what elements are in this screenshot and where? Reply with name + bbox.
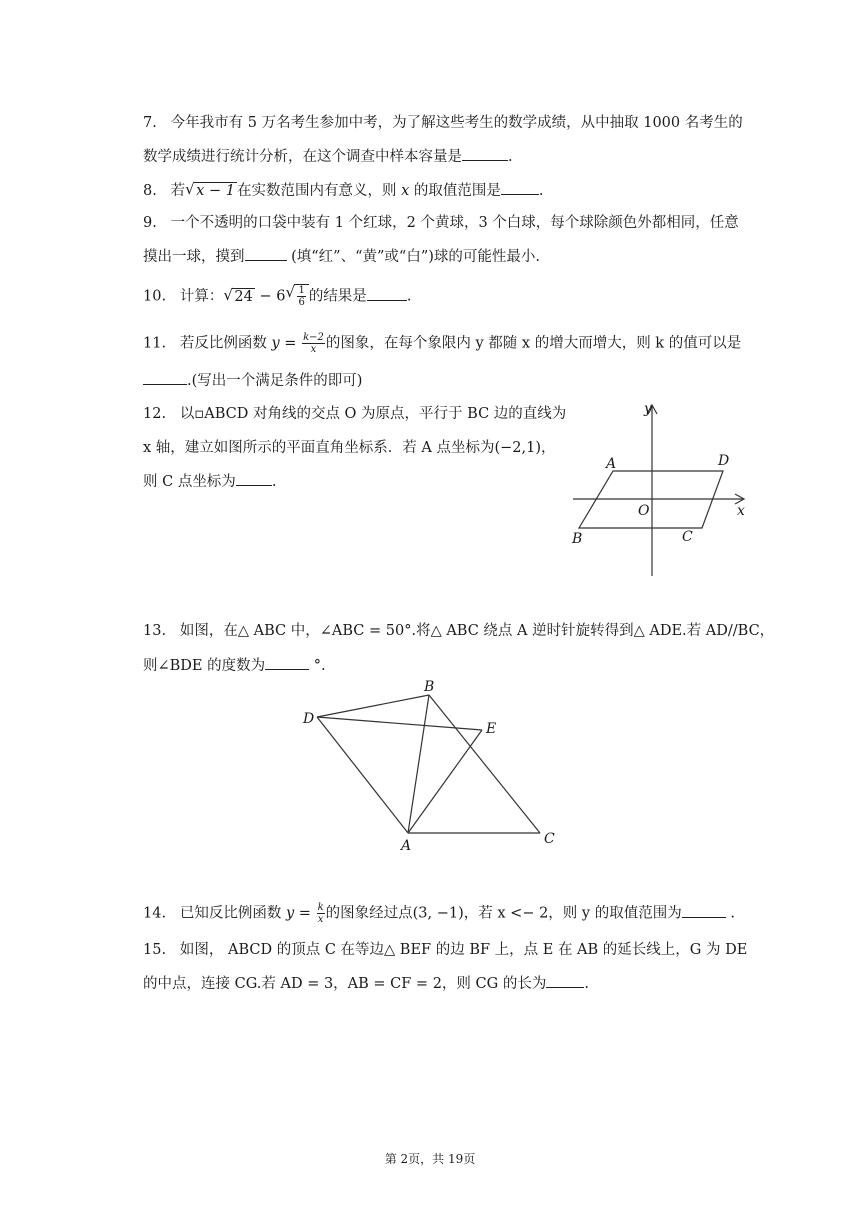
q9-text-2b: (填“红”、“黄”或“白”)球的可能性最小. [286, 249, 541, 265]
q14-end: . [725, 905, 735, 922]
q15-text-1: 如图， ABCD 的顶点 C 在等边△ BEF 的边 BF 上，点 E 在 AB 的延长线上，G 为 DE [179, 942, 748, 958]
q9-line1 [143, 213, 739, 233]
q13-rotation-figure [298, 676, 563, 856]
q14-fraction [317, 902, 325, 925]
q15-number: 15. [143, 942, 167, 958]
segment-bc [429, 695, 540, 833]
q8-end: . [538, 183, 544, 199]
q15-answer-blank [546, 973, 584, 988]
label-c: C [544, 831, 555, 847]
q12-line2 [143, 438, 556, 458]
segment-de [317, 717, 482, 730]
q9-number: 9. [143, 215, 157, 231]
q13-number: 13. [143, 623, 167, 639]
label-b: B [572, 531, 583, 547]
q13-text-1: 如图，在△ ABC 中，∠ABC = 50°.将△ ABC 绕点 A 逆时针旋转得到△ ADE.若 AD//BC， [179, 623, 775, 639]
label-e: E [486, 721, 497, 737]
q14-y: y [286, 905, 295, 922]
q8-answer-blank [501, 180, 539, 195]
q10-fraction [297, 285, 305, 308]
q11-y: y [271, 335, 280, 352]
q11-frac-num: k−2 [303, 332, 324, 343]
q14-frac-num: k [317, 902, 324, 913]
q9-line2 [143, 246, 540, 267]
q11-fraction [302, 332, 325, 355]
q14-post: 的图象经过点(3, −1)，若 x <− 2，则 y 的取值范围为 [325, 905, 682, 922]
q12-text-2: x 轴，建立如图所示的平面直角坐标系．若 A 点坐标为(−2,1)， [143, 440, 556, 456]
q14-pre: 已知反比例函数 [179, 905, 286, 922]
q15-text-2: 的中点，连接 CG.若 AD = 3，AB = CF = 2，则 CG 的长为 [143, 976, 547, 992]
q8-number: 8. [143, 183, 157, 199]
q8-line [143, 180, 543, 201]
q14-number: 14. [143, 905, 167, 922]
q11-line1 [143, 332, 741, 355]
q11-answer-blank [143, 370, 187, 385]
q14-frac-den: x [317, 914, 324, 925]
q14-answer-blank [682, 903, 726, 918]
q8-pre: 若 [170, 183, 186, 199]
q12-line1 [143, 404, 566, 424]
q13-line1 [143, 621, 774, 641]
label-d: D [303, 711, 315, 727]
q12-text-3: 则 C 点坐标为 [143, 474, 236, 490]
q11-number: 11. [143, 335, 167, 352]
q15-line2 [143, 973, 589, 994]
q7-text-1: 今年我市有 5 万名考生参加中考，为了解这些考生的数学成绩，从中抽取 1000 名考生的 [170, 115, 743, 131]
q10-line [143, 284, 411, 308]
q10-answer-blank [367, 286, 407, 301]
q11-eq: = [279, 335, 302, 352]
label-a: A [401, 838, 412, 854]
segment-da [317, 717, 408, 833]
q10-end: . [406, 288, 412, 305]
q12-end: . [271, 474, 277, 490]
q12-coordinate-figure [565, 398, 755, 580]
q10-post: 的结果是 [308, 288, 367, 305]
q10-sqrt-24 [223, 287, 254, 307]
label-c: C [682, 529, 693, 545]
q12-answer-blank [236, 471, 272, 486]
q8-radicand: x − 1 [196, 183, 235, 199]
q11-line2 [143, 370, 362, 391]
q13-answer-blank [265, 655, 309, 670]
q7-number: 7. [143, 115, 157, 131]
q13-line2 [143, 655, 326, 676]
q10-frac-num: √ 1 [298, 285, 305, 296]
q9-text-2a: 摸出一球，摸到 [143, 249, 245, 265]
q11-frac-den: x [310, 344, 317, 355]
label-b: B [424, 679, 435, 695]
q12-text-1: 以▫ABCD 对角线的交点 O 为原点，平行于 BC 边的直线为 [179, 406, 567, 422]
q11-pre: 若反比例函数 [179, 335, 272, 352]
q10-mid: − 6 [254, 288, 286, 305]
q7-line2 [143, 146, 513, 167]
q14-line [143, 902, 735, 925]
q15-line1 [143, 940, 747, 960]
q7-end: . [508, 149, 513, 165]
label-y: y [644, 401, 652, 417]
q10-pre: 计算： [179, 288, 224, 305]
q12-line3 [143, 471, 276, 492]
q12-number: 12. [143, 406, 167, 422]
q7-answer-blank [462, 146, 508, 161]
q15-end: . [584, 976, 589, 992]
q10-radicand: 24 [234, 288, 253, 305]
label-x: x [737, 503, 745, 519]
q7-text-2: 数学成绩进行统计分析，在这个调查中样本容量是 [143, 149, 462, 165]
q11-post: 的图象，在每个象限内 y 都随 x 的增大而增大，则 k 的值可以是 [325, 335, 742, 352]
q8-post: 在实数范围内有意义，则 [236, 183, 402, 199]
page-footer: 第 2页，共 19页 [384, 1152, 476, 1166]
q8-post2: 的取值范围是 [409, 183, 501, 199]
segment-ae [408, 730, 482, 833]
q7-line1 [143, 113, 743, 133]
q14-eq: = [294, 905, 316, 922]
segment-db [317, 695, 429, 717]
q10-number: 10. [143, 288, 167, 305]
q9-text-1: 一个不透明的口袋中装有 1 个红球，2 个黄球，3 个白球，每个球除颜色外都相同，任意 [170, 215, 739, 231]
q9-answer-blank [245, 246, 287, 261]
q13-text-2a: 则∠BDE 的度数为 [143, 658, 266, 674]
q10-frac-den: 6 [298, 297, 305, 308]
segment-ab [408, 695, 429, 833]
label-o: O [638, 503, 650, 519]
q10-sqrt-frac [285, 284, 308, 308]
label-a: A [606, 456, 617, 472]
q11-text-2: .(写出一个满足条件的即可) [187, 373, 363, 389]
q8-sqrt [185, 181, 237, 201]
q13-text-2b: °. [309, 658, 326, 674]
q8-var: x [401, 183, 410, 199]
label-d: D [718, 453, 730, 469]
